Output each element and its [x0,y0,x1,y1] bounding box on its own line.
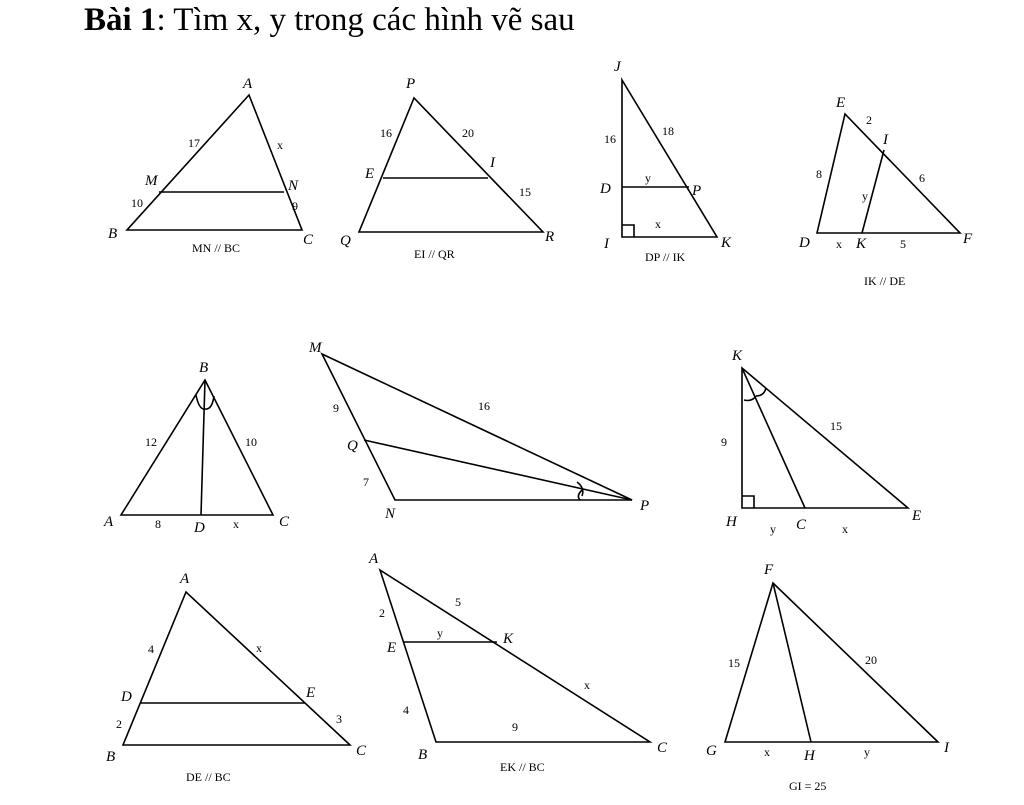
right-angle-mark [742,496,754,508]
point-c: C [303,232,314,248]
point-f: F [963,231,973,247]
point-m: M [145,173,158,189]
label-x: x [655,217,661,231]
caption-2: EI // QR [414,247,455,261]
label-x: x [233,517,239,531]
label-9: 9 [333,401,339,415]
point-b: B [418,747,428,763]
label-16: 16 [478,399,490,413]
label-15: 15 [519,185,531,199]
angle-mark-right [205,396,214,409]
figure-8 [106,571,367,784]
label-8: 8 [155,517,161,531]
triangle-jik [622,80,717,237]
label-5: 5 [900,237,906,251]
point-c: C [796,517,807,533]
page-title: Bài 1: Tìm x, y trong các hình vẽ sau [84,2,575,38]
point-e: E [912,508,922,524]
point-h: H [726,514,737,530]
point-c: C [657,740,668,756]
right-angle-mark [622,225,634,237]
point-e: E [306,685,316,701]
label-x: x [256,641,262,655]
figure-4 [798,95,973,288]
point-i: I [490,155,495,171]
label-2: 2 [379,606,385,620]
label-3: 3 [336,712,342,726]
label-9: 9 [512,720,518,734]
label-5: 5 [455,595,461,609]
figure-1 [108,76,314,255]
label-15: 15 [830,419,842,433]
point-p: P [692,183,702,199]
point-p: P [406,76,416,92]
label-10: 10 [131,196,143,210]
label-12: 12 [145,435,157,449]
label-2: 2 [116,717,122,731]
point-d: D [194,520,205,536]
point-q: Q [347,438,358,454]
figure-3 [599,59,732,264]
label-9: 9 [721,435,727,449]
point-k: K [721,235,732,251]
point-g: G [706,743,717,759]
label-17: 17 [188,136,200,150]
point-i: I [883,132,888,148]
label-y: y [645,171,651,185]
point-d: D [799,235,810,251]
point-n: N [288,178,299,194]
label-x: x [584,678,590,692]
caption-10: GI = 25 [789,779,827,793]
triangle-abc [127,95,302,230]
point-k: K [856,236,867,252]
point-c: C [279,514,290,530]
label-4: 4 [403,703,409,717]
point-q: Q [340,233,351,249]
caption-1: MN // BC [192,241,241,255]
point-p: P [640,498,650,514]
figure-9 [368,551,668,774]
bisector-kc [742,368,805,508]
triangle-pqr [359,98,543,232]
label-7: 7 [363,475,369,489]
point-b: B [108,226,118,242]
point-b: B [106,749,116,765]
label-10: 10 [245,435,257,449]
caption-8: DE // BC [186,770,231,784]
point-e: E [836,95,846,111]
triangle-abc [380,570,650,742]
point-d: D [600,181,611,197]
label-x: x [764,745,770,759]
segment-fh [773,583,811,742]
label-y: y [864,745,870,759]
point-f: F [764,562,774,578]
point-k: K [503,631,514,647]
point-k: K [732,348,743,364]
triangle-fgi [725,583,938,742]
label-16: 16 [380,126,392,140]
point-a: A [369,551,379,567]
figure-7 [721,348,921,536]
point-n: N [385,506,396,522]
triangle-edf [817,114,960,233]
point-j: J [614,59,621,75]
figure-10 [706,562,950,793]
label-15: 15 [728,656,740,670]
angle-mark-right [756,388,766,396]
figure-5 [103,360,290,536]
label-20: 20 [462,126,474,140]
triangle-khe [742,368,908,508]
point-r: R [545,229,555,245]
caption-4: IK // DE [864,274,906,288]
label-8: 8 [816,167,822,181]
label-20: 20 [865,653,877,667]
figure-2 [340,76,554,261]
angle-mark-lower [578,490,582,500]
triangle-abc [123,592,350,745]
label-2: 2 [866,113,872,127]
point-m: M [309,340,322,356]
point-i: I [944,740,949,756]
caption-9: EK // BC [500,760,545,774]
point-h: H [804,748,815,764]
label-9: 9 [292,199,298,213]
point-a: A [104,514,114,530]
label-x: x [277,138,283,152]
label-y: y [770,522,776,536]
label-18: 18 [662,124,674,138]
point-a: A [180,571,190,587]
point-d: D [121,689,132,705]
label-4: 4 [148,642,154,656]
label-x: x [836,237,842,251]
bisector-bd [201,380,205,515]
label-x: x [842,522,848,536]
bisector-pq [364,440,632,500]
label-y: y [862,189,868,203]
point-e: E [365,166,375,182]
label-6: 6 [919,171,925,185]
label-16: 16 [604,132,616,146]
figure-6 [308,340,649,522]
point-a: A [243,76,253,92]
caption-3: DP // IK [645,250,686,264]
label-y: y [437,626,443,640]
point-b: B [199,360,209,376]
point-e: E [387,640,397,656]
point-i: I [604,236,609,252]
point-c: C [356,743,367,759]
